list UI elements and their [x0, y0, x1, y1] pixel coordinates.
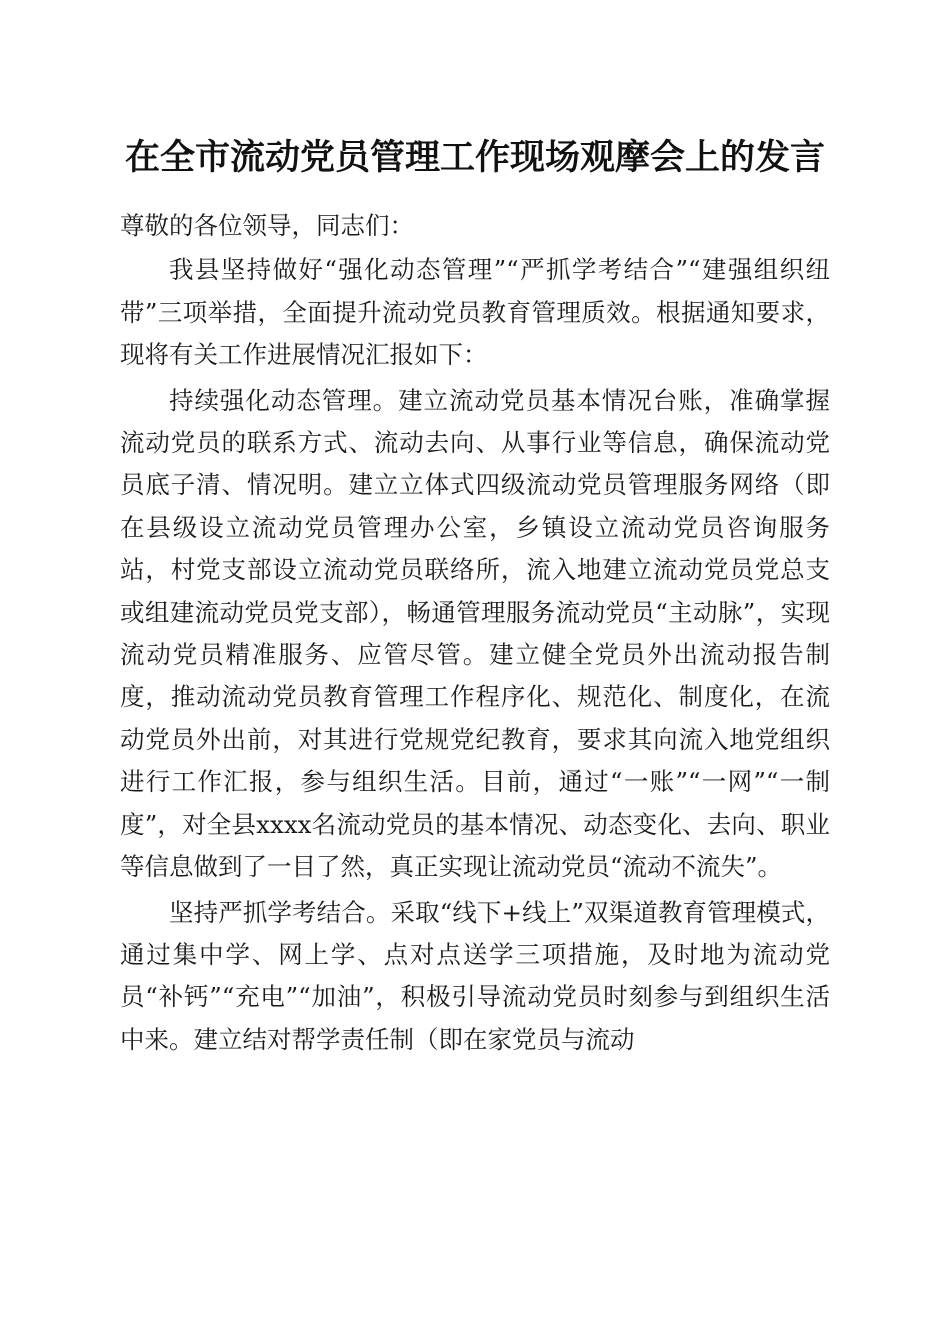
paragraph-dynamic-management: 持续强化动态管理。建立流动党员基本情况台账，准确掌握流动党员的联系方式、流动去向、从事行业等信息，确保流动党员底子清、情况明。建立立体式四级流动党员管理服务网络（即在县级设立流动党员管理办公室，乡镇设立流动党员咨询服务站，村党支部设立流动党员联络所，流入地建立流动党员党总支或组建流动党员党支部），畅通管理服务流动党员“主动脉”，实现流动党员精准服务、应管尽管。建立健全党员外出流动报告制度，推动流动党员教育管理工作程序化、规范化、制度化，在流动党员外出前，对其进行党规党纪教育，要求其向流入地党组织进行工作汇报，参与组织生活。目前，通过“一账”“一网”“一制度”，对全县xxxx名流动党员的基本情况、动态变化、去向、职业等信息做到了一目了然，真正实现让流动党员“流动不流失”。	[120, 385, 830, 882]
document-title: 在全市流动党员管理工作现场观摩会上的发言	[124, 137, 825, 178]
salutation: 尊敬的各位领导，同志们：	[120, 211, 414, 240]
paragraph-intro: 我县坚持做好“强化动态管理”“严抓学考结合”“建强组织纽带”三项举措，全面提升流动党员教育管理质效。根据通知要求，现将有关工作进展情况汇报如下：	[120, 255, 830, 370]
paragraph-study-assessment: 坚持严抓学考结合。采取“线下+线上”双渠道教育管理模式，通过集中学、网上学、点对点送学三项措施，及时地为流动党员“补钙”“充电”“加油”，积极引导流动党员时刻参与到组织生活中来。建立结对帮学责任制（即在家党员与流动	[120, 897, 830, 1054]
document-body	[120, 205, 830, 1064]
